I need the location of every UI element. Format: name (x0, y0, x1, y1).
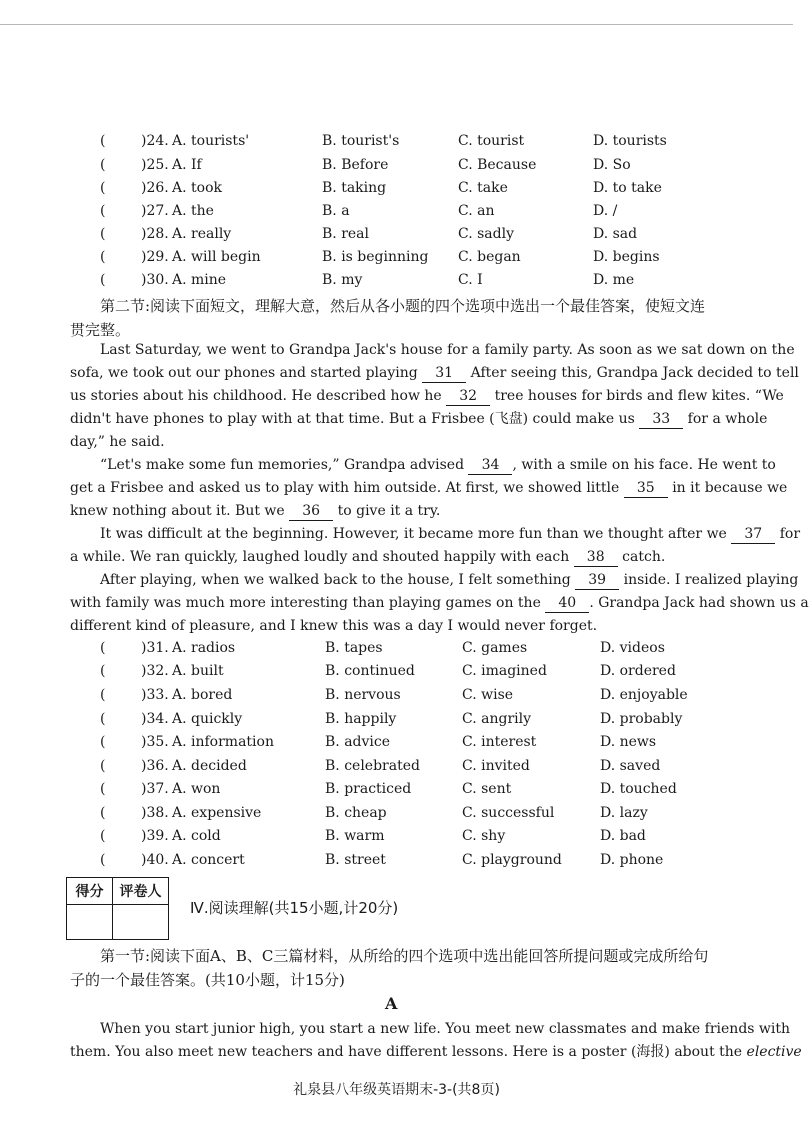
option-c: C. imagined (462, 663, 547, 679)
heading-line: 子的一个最佳答案。(共10小题，计15分) (70, 971, 345, 989)
question-row (0, 849, 793, 871)
option-c: C. interest (462, 734, 537, 750)
section-heading (100, 944, 760, 968)
text: for (775, 526, 801, 542)
option-c: C. invited (462, 758, 530, 774)
question-row (0, 637, 793, 659)
section-heading (100, 294, 760, 318)
option-d: D. saved (600, 758, 661, 774)
answer-paren: ( (100, 226, 106, 242)
option-c: C. sadly (458, 226, 514, 242)
option-c: C. games (462, 640, 528, 656)
blank-32: 32 (446, 387, 490, 406)
question-row (0, 130, 793, 152)
passage-line (70, 362, 799, 385)
option-a: A. really (172, 226, 232, 242)
option-b: B. celebrated (325, 758, 420, 774)
passage-a (70, 1018, 802, 1064)
text: catch. (617, 549, 666, 565)
question-number: )30. (141, 272, 169, 288)
grader-cell[interactable] (113, 905, 169, 940)
top-border (0, 24, 793, 25)
heading-line: 贯完整。 (70, 321, 131, 339)
option-c: C. sent (462, 781, 512, 797)
answer-paren: ( (100, 711, 106, 727)
passage-line (70, 523, 801, 546)
option-c: C. I (458, 272, 483, 288)
passage-line (70, 592, 809, 615)
heading-line: 第二节:阅读下面短文，理解大意，然后从各小题的四个选项中选出一个最佳答案，使短文连 (100, 297, 706, 315)
blank-34: 34 (468, 456, 512, 475)
option-d: D. videos (600, 640, 665, 656)
question-number: )28. (141, 226, 169, 242)
question-number: )33. (141, 687, 169, 703)
text: inside. I realized playing (619, 572, 799, 588)
option-a: A. won (172, 781, 221, 797)
question-row (0, 684, 793, 706)
question-row (0, 708, 793, 730)
text: with family was much more interesting than playing games on the (70, 595, 546, 611)
blank-38: 38 (574, 548, 618, 567)
text: “Let's make some fun memories,” Grandpa advised (100, 457, 469, 473)
blank-39: 39 (575, 571, 619, 590)
score-cell[interactable] (67, 905, 113, 940)
text: us stories about his childhood. He described how he (70, 388, 447, 404)
option-b: B. real (322, 226, 369, 242)
option-b: B. my (322, 272, 363, 288)
answer-paren: ( (100, 758, 106, 774)
passage-line (70, 385, 784, 408)
option-b: B. Before (322, 157, 389, 173)
question-number: )34. (141, 711, 169, 727)
text: After seeing this, Grandpa Jack decided to tell (466, 365, 799, 381)
question-number: )38. (141, 805, 169, 821)
option-a: A. cold (172, 828, 221, 844)
option-b: B. cheap (325, 805, 387, 821)
answer-paren: ( (100, 640, 106, 656)
passage-paragraph (70, 523, 801, 569)
option-c: C. playground (462, 852, 562, 868)
option-a: A. tourists' (172, 133, 250, 149)
option-c: C. tourist (458, 133, 525, 149)
option-d: D. lazy (600, 805, 648, 821)
grader-header: 评卷人 (113, 878, 169, 905)
option-b: B. tourist's (322, 133, 400, 149)
blank-40: 40 (545, 594, 589, 613)
passage-line: Last Saturday, we went to Grandpa Jack's house for a family party. As soon as we sat down on the (100, 342, 795, 358)
option-d: D. ordered (600, 663, 676, 679)
question-number: )31. (141, 640, 169, 656)
italic-word: elective (746, 1044, 802, 1060)
heading-line: 第一节:阅读下面A、B、C三篇材料，从所给的四个选项中选出能回答所提问题或完成所给句 (100, 947, 709, 965)
answer-paren: ( (100, 687, 106, 703)
answer-paren: ( (100, 249, 106, 265)
question-number: )39. (141, 828, 169, 844)
option-c: C. angrily (462, 711, 531, 727)
question-row (0, 825, 793, 847)
option-b: B. nervous (325, 687, 401, 703)
text: them. You also meet new teachers and have different lessons. Here is a poster (海报) about the (70, 1044, 747, 1060)
question-row (0, 154, 793, 176)
answer-paren: ( (100, 781, 106, 797)
option-a: A. quickly (172, 711, 243, 727)
option-d: D. phone (600, 852, 664, 868)
text: knew nothing about it. But we (70, 503, 290, 519)
passage-line: When you start junior high, you start a new life. You meet new classmates and make friends with (100, 1021, 791, 1037)
text: After playing, when we walked back to the house, I felt something (100, 572, 576, 588)
option-b: B. happily (325, 711, 397, 727)
question-row (0, 200, 793, 222)
option-a: A. built (172, 663, 224, 679)
question-number: )32. (141, 663, 169, 679)
option-c: C. successful (462, 805, 555, 821)
text: sofa, we took out our phones and started playing (70, 365, 423, 381)
answer-paren: ( (100, 734, 106, 750)
text: . Grandpa Jack had shown us a (589, 595, 809, 611)
text: , with a smile on his face. He went to (512, 457, 776, 473)
answer-paren: ( (100, 180, 106, 196)
option-d: D. touched (600, 781, 677, 797)
answer-paren: ( (100, 157, 106, 173)
option-d: D. begins (593, 249, 660, 265)
question-number: )40. (141, 852, 169, 868)
option-a: A. expensive (172, 805, 262, 821)
question-row (0, 223, 793, 245)
option-d: D. probably (600, 711, 683, 727)
text: a while. We ran quickly, laughed loudly and shouted happily with each (70, 549, 574, 565)
option-b: B. warm (325, 828, 385, 844)
option-d: D. me (593, 272, 635, 288)
score-table (66, 877, 169, 940)
blank-33: 33 (639, 410, 683, 429)
question-row (0, 269, 793, 291)
text: tree houses for birds and flew kites. “We (490, 388, 784, 404)
passage-paragraph (70, 454, 788, 523)
text: didn't have phones to play with at that time. But a Frisbee (飞盘) could make us (70, 411, 640, 427)
passage-line (70, 477, 788, 500)
option-b: B. taking (322, 180, 387, 196)
passage-line (70, 546, 720, 569)
answer-paren: ( (100, 203, 106, 219)
question-row (0, 778, 793, 800)
text: to give it a try. (333, 503, 441, 519)
option-c: C. shy (462, 828, 506, 844)
option-c: C. began (458, 249, 521, 265)
question-row (0, 246, 793, 268)
passage-paragraph (70, 339, 799, 454)
option-d: D. to take (593, 180, 662, 196)
question-number: )25. (141, 157, 169, 173)
option-d: D. tourists (593, 133, 667, 149)
page-footer: 礼泉县八年级英语期末-3-(共8页) (293, 1082, 500, 1098)
option-d: D. bad (600, 828, 646, 844)
answer-paren: ( (100, 663, 106, 679)
passage-paragraph (70, 569, 809, 638)
option-b: B. advice (325, 734, 391, 750)
question-row (0, 177, 793, 199)
option-b: B. a (322, 203, 350, 219)
text: get a Frisbee and asked us to play with him outside. At first, we showed little (70, 480, 624, 496)
blank-36: 36 (289, 502, 333, 521)
text: It was difficult at the beginning. However, it became more fun than we thought after we (100, 526, 732, 542)
answer-paren: ( (100, 805, 106, 821)
option-d: D. So (593, 157, 631, 173)
text: for a whole (683, 411, 768, 427)
passage-line (70, 1041, 802, 1064)
passage-line: different kind of pleasure, and I knew this was a day I would never forget. (70, 618, 598, 634)
question-number: )36. (141, 758, 169, 774)
option-c: C. Because (458, 157, 537, 173)
section-title: Ⅳ.阅读理解(共15小题,计20分) (190, 899, 399, 917)
question-row (0, 755, 793, 777)
question-row (0, 660, 793, 682)
question-number: )35. (141, 734, 169, 750)
option-b: B. practiced (325, 781, 412, 797)
score-header: 得分 (67, 878, 113, 905)
option-b: B. continued (325, 663, 415, 679)
option-d: D. / (593, 203, 618, 219)
passage-a-label: A (385, 994, 398, 1013)
question-number: )26. (141, 180, 169, 196)
answer-paren: ( (100, 852, 106, 868)
option-a: A. If (172, 157, 202, 173)
answer-paren: ( (100, 272, 106, 288)
option-a: A. concert (172, 852, 245, 868)
blank-37: 37 (731, 525, 775, 544)
option-a: A. the (172, 203, 214, 219)
passage-line (70, 500, 720, 523)
option-b: B. street (325, 852, 386, 868)
option-c: C. take (458, 180, 508, 196)
question-row (0, 802, 793, 824)
blank-35: 35 (624, 479, 668, 498)
option-c: C. wise (462, 687, 514, 703)
answer-paren: ( (100, 133, 106, 149)
option-d: D. enjoyable (600, 687, 688, 703)
passage-line (70, 408, 768, 431)
option-a: A. bored (172, 687, 233, 703)
question-number: )27. (141, 203, 169, 219)
passage-line (70, 569, 799, 592)
question-number: )24. (141, 133, 169, 149)
option-a: A. information (172, 734, 274, 750)
option-c: C. an (458, 203, 495, 219)
option-a: A. took (172, 180, 222, 196)
option-d: D. news (600, 734, 657, 750)
text: in it because we (667, 480, 788, 496)
passage-line (70, 454, 776, 477)
option-a: A. decided (172, 758, 247, 774)
question-row (0, 731, 793, 753)
question-number: )29. (141, 249, 169, 265)
passage-line: day,” he said. (70, 434, 165, 450)
option-d: D. sad (593, 226, 638, 242)
question-number: )37. (141, 781, 169, 797)
section-heading-cont (70, 968, 730, 992)
option-a: A. radios (172, 640, 236, 656)
option-a: A. will begin (172, 249, 261, 265)
answer-paren: ( (100, 828, 106, 844)
option-b: B. is beginning (322, 249, 429, 265)
blank-31: 31 (422, 364, 466, 383)
option-b: B. tapes (325, 640, 383, 656)
option-a: A. mine (172, 272, 227, 288)
